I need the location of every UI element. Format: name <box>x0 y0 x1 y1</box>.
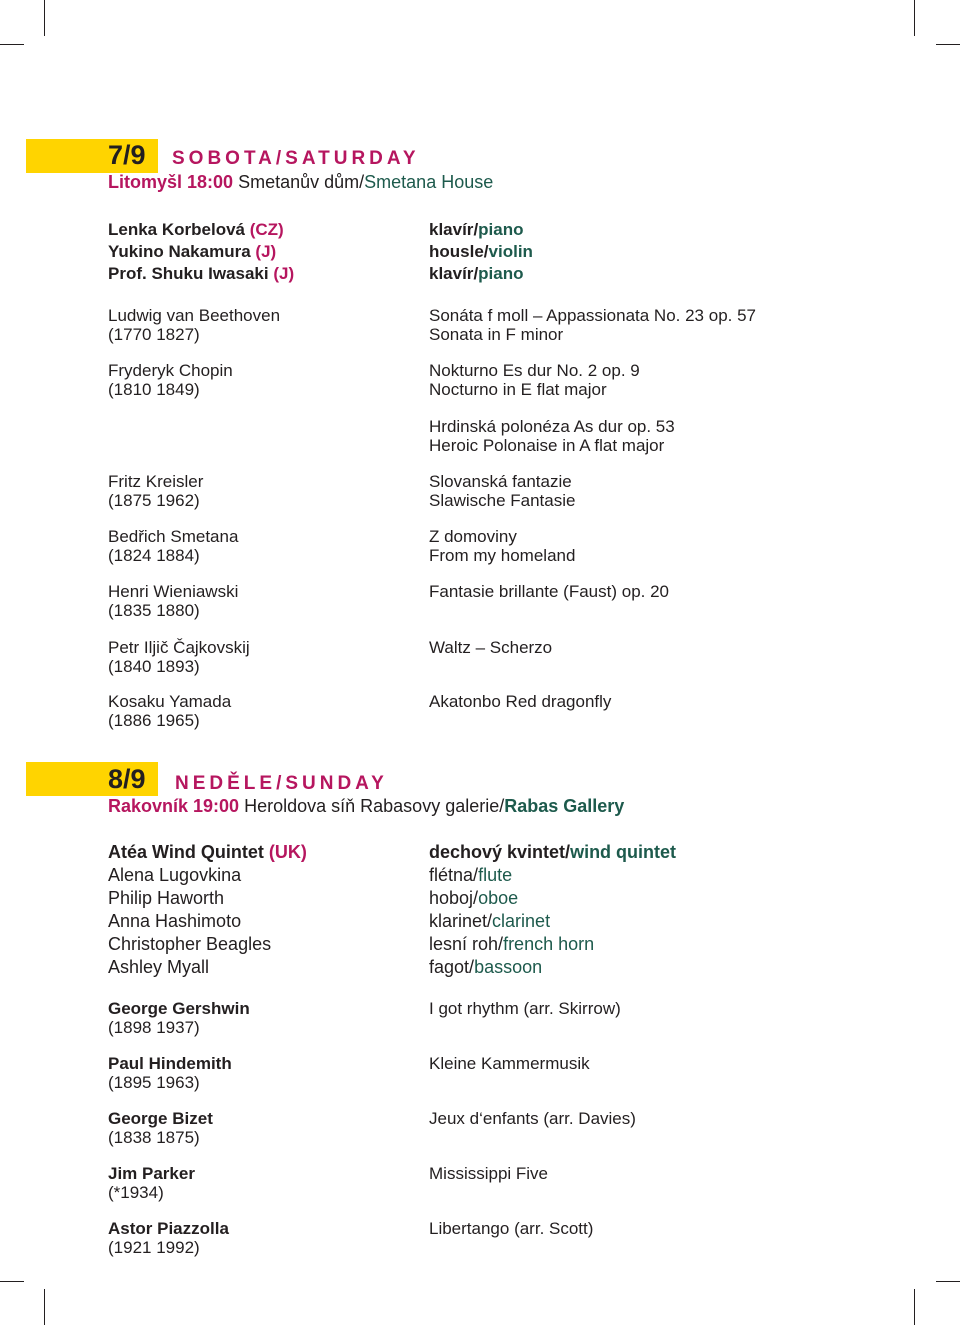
sunday-venue-line: Rakovník 19:00 Heroldova síň Rabasovy galerie/Rabas Gallery <box>108 796 625 816</box>
work-title: Nokturno Es dur No. 2 op. 9 <box>429 361 640 380</box>
composer-years: (1810 1849) <box>108 380 200 399</box>
venue-name-en: Smetana House <box>364 172 494 192</box>
performer: Lenka Korbelová (CZ) <box>108 220 284 239</box>
member-name: Ashley Myall <box>108 957 210 977</box>
ensemble-type: dechový kvintet/wind quintet <box>429 842 677 862</box>
member-name: Alena Lugovkina <box>108 865 242 885</box>
work-title-en: Nocturno in E flat major <box>429 380 607 399</box>
city-time: Rakovník 19:00 <box>108 796 240 816</box>
composer-years: (1838 1875) <box>108 1128 200 1147</box>
composer-years: (1875 1962) <box>108 491 200 510</box>
composer-name: Astor Piazzolla <box>108 1219 229 1238</box>
composer-years: (1840 1893) <box>108 657 200 676</box>
composer-years: (*1934) <box>108 1183 164 1202</box>
city-time: Litomyšl 18:00 <box>108 172 234 192</box>
crop-mark <box>936 1281 960 1282</box>
work-title-en: Heroic Polonaise in A flat major <box>429 436 665 455</box>
composer-name: Fritz Kreisler <box>108 472 204 491</box>
composer-name: Paul Hindemith <box>108 1054 232 1073</box>
composer-years: (1770 1827) <box>108 325 200 344</box>
work-title: Z domoviny <box>429 527 517 546</box>
venue-name-en: Rabas Gallery <box>504 796 625 816</box>
member-instrument: fagot/bassoon <box>429 957 543 977</box>
ensemble-name: Atéa Wind Quintet (UK) <box>108 842 307 862</box>
member-name: Philip Haworth <box>108 888 225 908</box>
performer: Prof. Shuku Iwasaki (J) <box>108 264 295 283</box>
work-title-en: Sonata in F minor <box>429 325 564 344</box>
composer-name: George Gershwin <box>108 999 250 1018</box>
member-name: Christopher Beagles <box>108 934 272 954</box>
crop-mark <box>44 0 45 36</box>
composer-years: (1898 1937) <box>108 1018 200 1037</box>
sunday-date: 8/9 <box>108 764 146 794</box>
composer-years: (1835 1880) <box>108 601 200 620</box>
performer: Yukino Nakamura (J) <box>108 242 277 261</box>
composer-name: Kosaku Yamada <box>108 692 232 711</box>
member-instrument: hoboj/oboe <box>429 888 519 908</box>
crop-mark <box>914 1289 915 1325</box>
member-name: Anna Hashimoto <box>108 911 242 931</box>
crop-mark <box>44 1289 45 1325</box>
saturday-day-heading: SOBOTA/SATURDAY <box>172 148 420 169</box>
performer-instrument: klavír/piano <box>429 264 524 283</box>
crop-mark <box>914 0 915 36</box>
work-title: Sonáta f moll – Appassionata No. 23 op. 57 <box>429 306 757 325</box>
work-title: Jeux d‘enfants (arr. Davies) <box>429 1109 636 1128</box>
saturday-date: 7/9 <box>108 140 146 170</box>
work-title: Waltz – Scherzo <box>429 638 553 657</box>
composer-years: (1886 1965) <box>108 711 200 730</box>
member-instrument: flétna/flute <box>429 865 513 885</box>
venue-name: Heroldova síň Rabasovy galerie <box>244 796 500 816</box>
composer-name: Petr Iljič Čajkovskij <box>108 638 250 657</box>
composer-years: (1895 1963) <box>108 1073 200 1092</box>
composer-years: (1824 1884) <box>108 546 200 565</box>
work-title: Kleine Kammermusik <box>429 1054 590 1073</box>
composer-name: George Bizet <box>108 1109 213 1128</box>
work-title-en: From my homeland <box>429 546 576 565</box>
sunday-day-heading: NEDĚLE/SUNDAY <box>175 773 388 794</box>
work-title: Slovanská fantazie <box>429 472 572 491</box>
work-title: Mississippi Five <box>429 1164 549 1183</box>
composer-years: (1921 1992) <box>108 1238 200 1257</box>
work-title: Fantasie brillante (Faust) op. 20 <box>429 582 670 601</box>
member-instrument: klarinet/clarinet <box>429 911 551 931</box>
performer-instrument: housle/violin <box>429 242 533 261</box>
work-title-en: Slawische Fantasie <box>429 491 576 510</box>
composer-name: Ludwig van Beethoven <box>108 306 281 325</box>
crop-mark <box>0 1281 24 1282</box>
composer-name: Henri Wieniawski <box>108 582 239 601</box>
composer-name: Fryderyk Chopin <box>108 361 233 380</box>
crop-mark <box>936 44 960 45</box>
work-title: Hrdinská polonéza As dur op. 53 <box>429 417 675 436</box>
venue-name: Smetanův dům <box>238 172 360 192</box>
work-title: Akatonbo Red dragonfly <box>429 692 612 711</box>
composer-name: Bedřich Smetana <box>108 527 239 546</box>
saturday-venue-line: Litomyšl 18:00 Smetanův dům/Smetana House <box>108 172 494 192</box>
work-title: I got rhythm (arr. Skirrow) <box>429 999 621 1018</box>
member-instrument: lesní roh/french horn <box>429 934 595 954</box>
performer-instrument: klavír/piano <box>429 220 524 239</box>
work-title: Libertango (arr. Scott) <box>429 1219 594 1238</box>
composer-name: Jim Parker <box>108 1164 195 1183</box>
crop-mark <box>0 44 24 45</box>
